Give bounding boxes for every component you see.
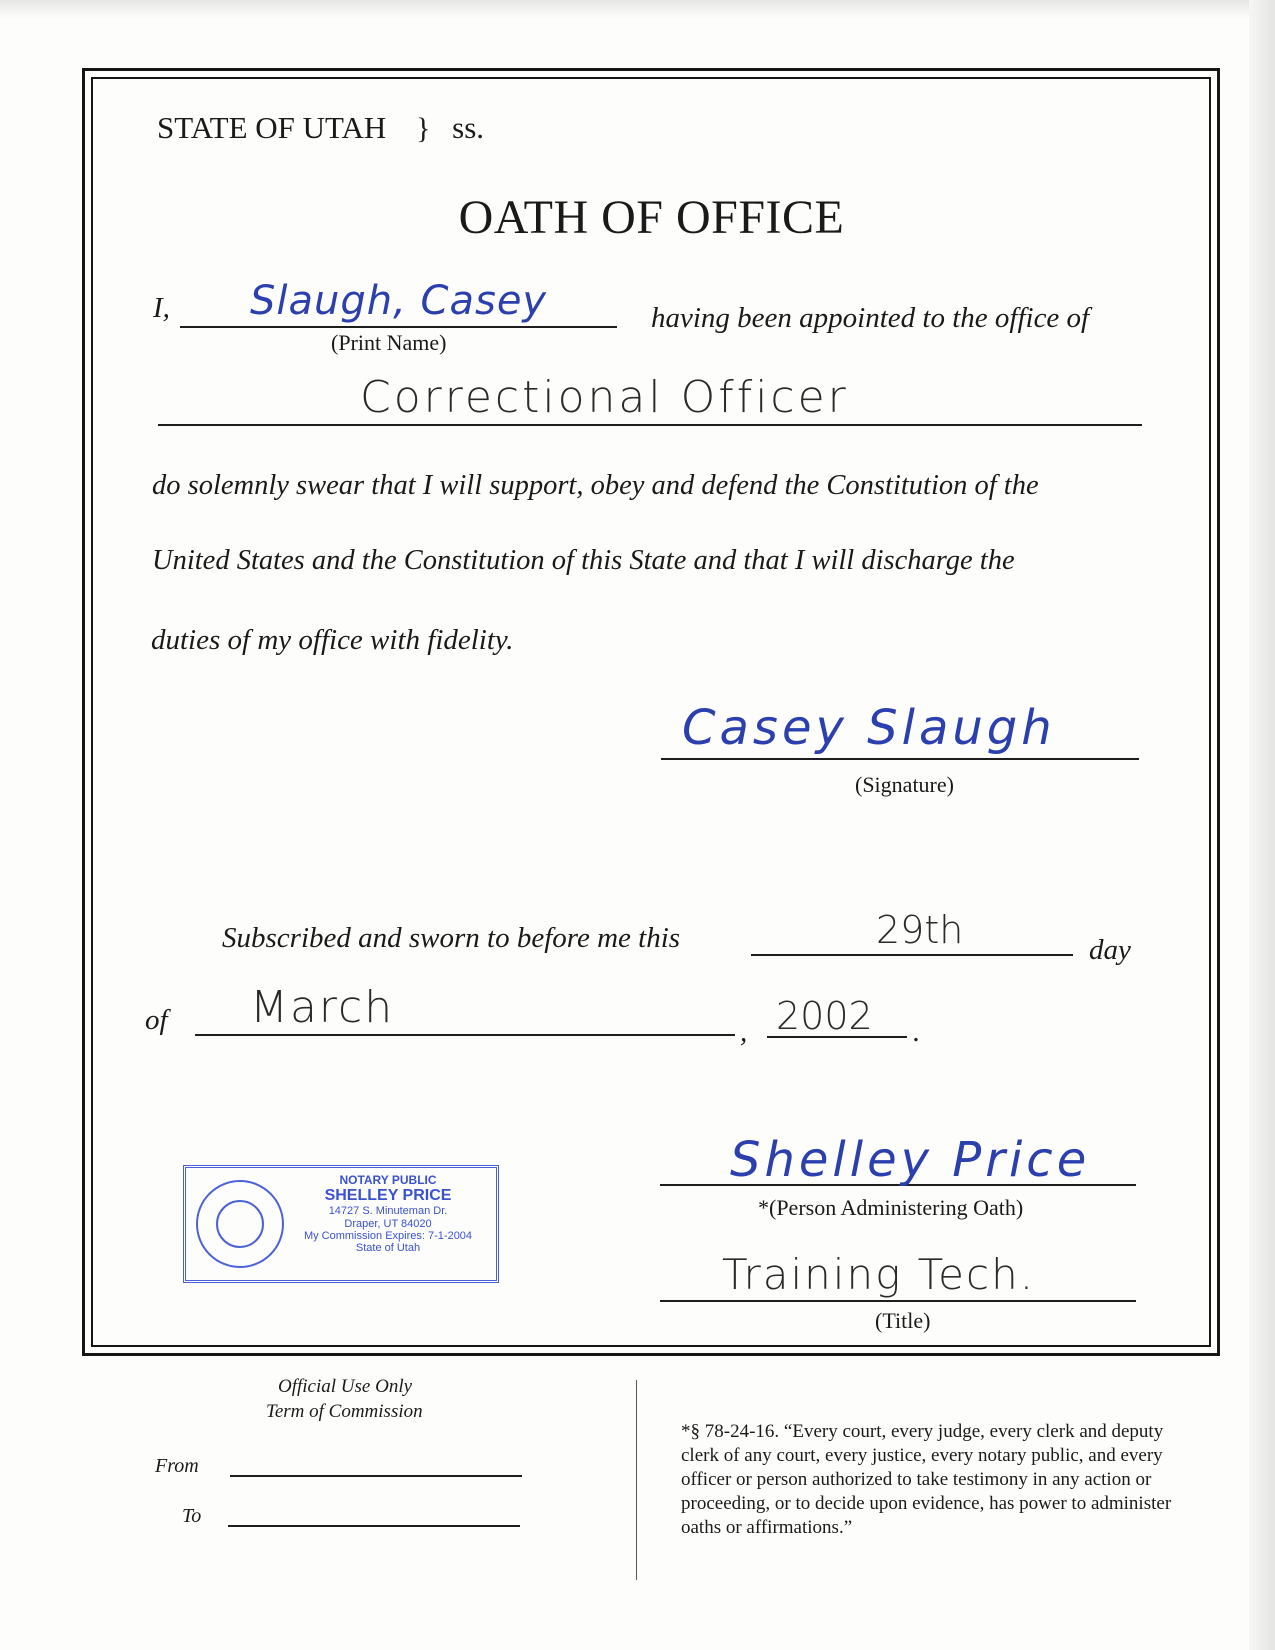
- month-line: [195, 1034, 735, 1036]
- oath-line-3: duties of my office with fidelity.: [151, 624, 514, 656]
- handwritten-signature: Casey Slaugh: [682, 700, 1056, 756]
- print-name-line: [180, 326, 617, 328]
- day-line: [751, 954, 1073, 956]
- subscribed-text: Subscribed and sworn to before me this: [222, 922, 681, 954]
- notary-address: 14727 S. Minuteman Dr.: [328, 1205, 448, 1218]
- state-heading: [157, 110, 484, 146]
- ss-text: ss.: [452, 110, 485, 145]
- signature-label: (Signature): [855, 772, 954, 797]
- state-seal-emblem: [196, 1180, 284, 1268]
- of-label: of: [145, 1004, 168, 1036]
- administrator-label: *(Person Administering Oath): [758, 1195, 1024, 1220]
- comma: ,: [740, 1016, 748, 1048]
- print-name-label: (Print Name): [331, 330, 447, 355]
- seal-center-icon: [216, 1200, 264, 1248]
- title-line: [660, 1300, 1136, 1302]
- handwritten-name: Slaugh, Casey: [250, 278, 548, 324]
- oath-line-1: do solemnly swear that I will support, obey and defend the Constitution of the: [152, 470, 1039, 501]
- from-line: [230, 1475, 522, 1477]
- title-label: (Title): [875, 1308, 931, 1333]
- notary-stamp-text: [288, 1174, 488, 1255]
- state-bracket: }: [416, 112, 431, 145]
- day-label: day: [1089, 934, 1131, 966]
- term-heading: Term of Commission: [266, 1401, 423, 1422]
- day-value: 29th: [876, 908, 964, 952]
- handwritten-title: Training Tech.: [722, 1250, 1036, 1299]
- notary-city: Draper, UT 84020: [344, 1217, 432, 1230]
- statute-footnote: *§ 78-24-16. “Every court, every judge, every clerk and deputy clerk of any court, every justice, every notary public, and every officer or person authorized to take testimony in any action or proceeding, or to decide upon evidence, has power to administer oaths or affirmations.”: [681, 1421, 1172, 1538]
- official-use-heading: Official Use Only: [278, 1376, 413, 1397]
- oath-line-2: United States and the Constitution of this State and that I will discharge the: [152, 545, 1015, 576]
- to-label: To: [182, 1505, 202, 1527]
- notary-stamp: [183, 1165, 499, 1283]
- notary-state: State of Utah: [355, 1242, 421, 1255]
- name-prefix: I,: [153, 292, 170, 324]
- state-text: STATE OF UTAH: [157, 110, 387, 145]
- notary-title: NOTARY PUBLIC: [339, 1173, 437, 1187]
- year-value: 2002: [776, 994, 873, 1038]
- notary-name: SHELLEY PRICE: [324, 1187, 452, 1205]
- period: .: [913, 1016, 921, 1048]
- signature-line: [661, 758, 1139, 760]
- administrator-signature: Shelley Price: [730, 1132, 1091, 1188]
- office-line: [158, 424, 1142, 426]
- notary-expiry: My Commission Expires: 7-1-2004: [303, 1229, 473, 1242]
- from-label: From: [155, 1455, 199, 1477]
- month-value: March: [250, 982, 395, 1033]
- page-title: OATH OF OFFICE: [458, 191, 845, 244]
- scan-edge-top: [0, 0, 1275, 18]
- footer-divider: [636, 1380, 637, 1580]
- scan-edge-right: [1249, 0, 1275, 1650]
- appointed-text: having been appointed to the office of: [651, 302, 1090, 334]
- handwritten-office: Correctional Officer: [360, 372, 849, 423]
- to-line: [228, 1525, 520, 1527]
